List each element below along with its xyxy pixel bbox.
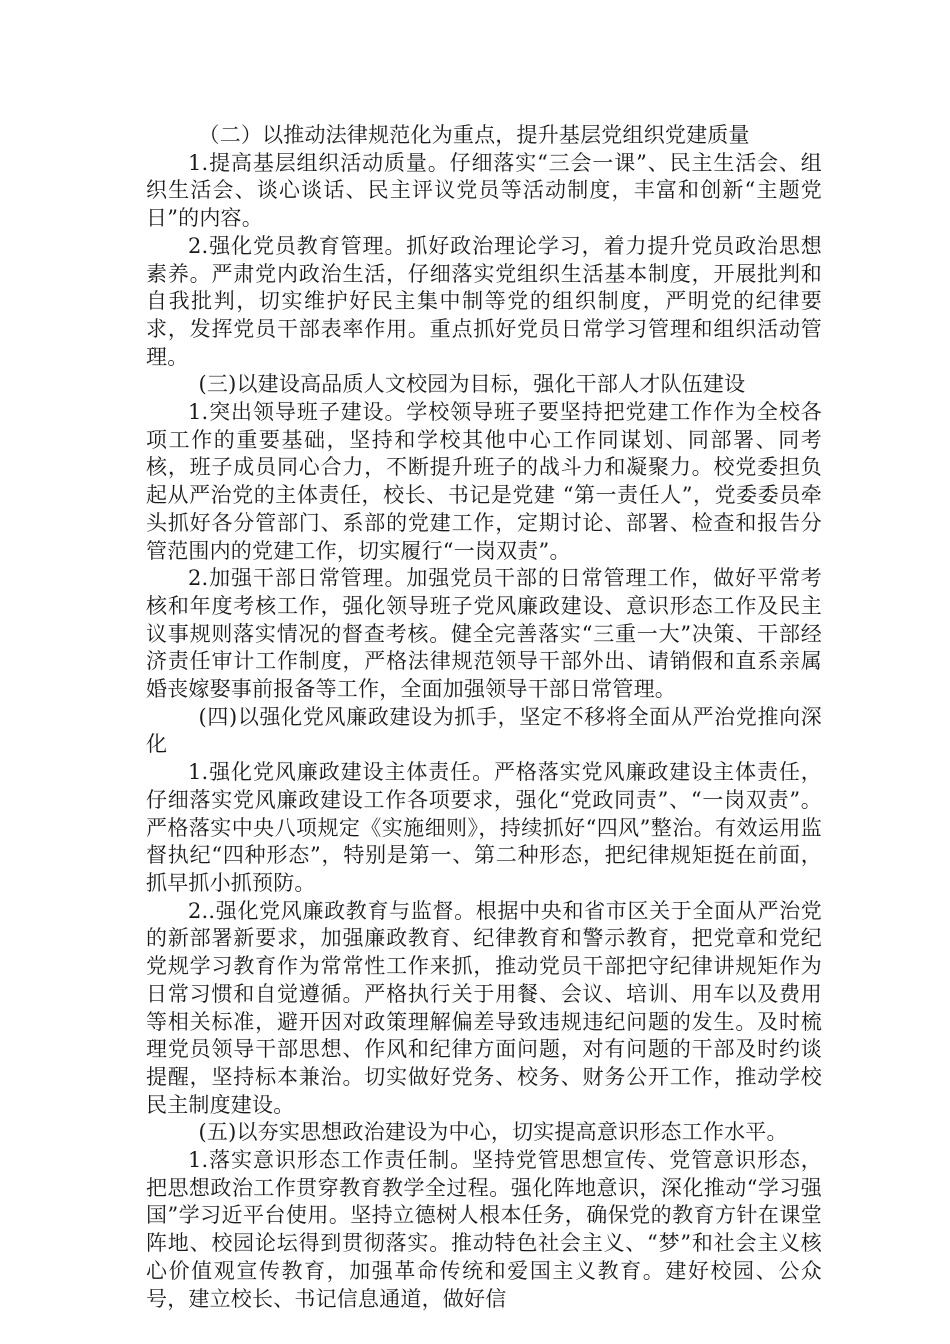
paragraph: 1.强化党风廉政建设主体责任。严格落实党风廉政建设主体责任，仔细落实党风廉政建设工作各项要求，强化“党政同责”、“一岗双责”。严格落实中央八项规定《实施细则》，持续抓好“四风”整治。有效运用监督执纪“四种形态”，特别是第一、第二种形态，把纪律规矩挺在前面，抓早抓小抓预防。 (146, 760, 822, 895)
section-heading-5: (五)以夯实思想政治建设为中心，切实提高意识形态工作水平。 (198, 1120, 788, 1145)
section-heading-2: （二）以推动法律规范化为重点，提升基层党组织党建质量 (198, 123, 750, 147)
paragraph: 2.强化党员教育管理。抓好政治理论学习，着力提升党员政治思想素养。严肃党内政治生活，仔细落实党组织生活基本制度，开展批判和自我批判，切实维护好民主集中制等党的组织制度，严明党的纪律要求，发挥党员干部表率作用。重点抓好党员日常学习管理和组织活动管理。 (146, 233, 822, 369)
paragraph: 1.突出领导班子建设。学校领导班子要坚持把党建工作作为全校各项工作的重要基础，坚持和学校其他中心工作同谋划、同部署、同考核，班子成员同心合力，不断提升班子的战斗力和凝聚力。校党委担负起从严治党的主体责任，校长、书记是党建 “第一责任人”，党委委员牵头抓好各分管部门、系部的党建工作，定期讨论、部署、检查和报告分管范围内的党建工作，切实履行“一岗双责”。 (146, 400, 822, 563)
paragraph: 1.落实意识形态工作责任制。坚持党管思想宣传、党管意识形态，把思想政治工作贯穿教育教学全过程。强化阵地意识，深化推动“学习强国”学习近平台使用。坚持立德树人根本任务，确保党的教育方针在课堂阵地、校园论坛得到贯彻落实。推动特色社会主义、“梦”和社会主义核心价值观宣传教育，加强革命传统和爱国主义教育。建好校园、公众号，建立校长、书记信息通道，做好信 (146, 1148, 822, 1311)
paragraph: 2.加强干部日常管理。加强党员干部的日常管理工作，做好平常考核和年度考核工作，强化领导班子党风廉政建设、意识形态工作及民主议事规则落实情况的督查考核。健全完善落实“三重一大”决策、干部经济责任审计工作制度，严格法律规范领导干部外出、请销假和直系亲属婚丧嫁娶事前报备等工作，全面加强领导干部日常管理。 (146, 566, 822, 702)
paragraph: 2..强化党风廉政教育与监督。根据中央和省市区关于全面从严治党的新部署新要求，加强廉政教育、纪律教育和警示教育，把党章和党纪党规学习教育作为常常性工作来抓，推动党员干部把守纪律讲规矩作为日常习惯和自觉遵循。严格执行关于用餐、会议、培训、用车以及费用等相关标准，避开因对政策理解偏差导致违规违纪问题的发生。及时梳理党员领导干部思想、作风和纪律方面问题，对有问题的干部及时约谈提醒，坚持标本兼治。切实做好党务、校务、财务公开工作，推动学校民主制度建设。 (146, 898, 822, 1117)
document-body (146, 122, 822, 1313)
section-heading-4: (四)以强化党风廉政建设为抓手，坚定不移将全面从严治党推向深化 (146, 704, 822, 757)
paragraph: 1.提高基层组织活动质量。仔细落实“三会一课”、民主生活会、组织生活会、谈心谈话、民主评议党员等活动制度，丰富和创新“主题党日”的内容。 (146, 150, 822, 231)
section-heading-3: (三)以建设高品质人文校园为目标，强化干部人才队伍建设 (198, 372, 746, 397)
